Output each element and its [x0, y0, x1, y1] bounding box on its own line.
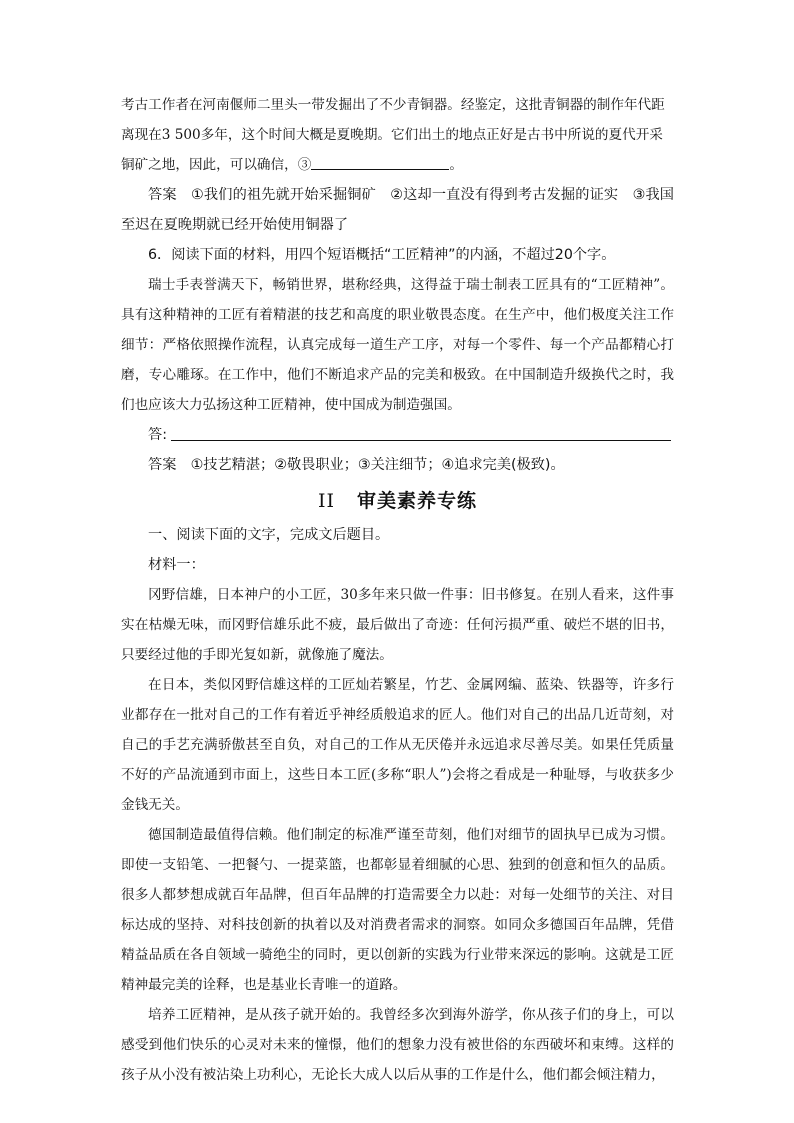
q6-answer-prompt-label: 答: [148, 427, 167, 443]
q5-passage-line-1: 考古工作者在河南偃师二里头一带发掘出了不少青铜器。经鉴定，这批青铜器的制作年代距 [121, 97, 665, 113]
section-2-title: 审美素养专练 [357, 490, 478, 512]
q6-question: 6．阅读下面的材料，用四个短语概括“工匠精神”的内涵，不超过20个字。 [148, 247, 616, 263]
q5-passage-line-3-text: 铜矿之地，因此，可以确信，③ [121, 157, 312, 173]
q6-passage: 瑞士手表誉满天下，畅销世界，堪称经典，这得益于瑞士制表工匠具有的“工匠精神”。具有这种精神的工匠有着精湛的技艺和高度的职业敬畏态度。在生产中，他们极度关注工作细节：严格依照操作流程，认真完成每一道生产工序，对每一个零件、每一个产品都精心打磨，专心雕琢。在工作中，他们不断追求产品的完美和极致。在中国制造升级换代之时，我们也应该大力弘扬这种工匠精神，使中国成为制造强国。 [121, 277, 674, 413]
material-1-paragraph-1: 冈野信雄，日本神户的小工匠，30多年来只做一件事：旧书修复。在别人看来，这件事实在枯燥无味，而冈野信雄乐此不疲，最后做出了奇迹：任何污损严重、破烂不堪的旧书，只要经过他的手即光复如新，就像施了魔法。 [121, 587, 674, 663]
page-content [121, 90, 674, 1090]
q5-passage-line-3 [121, 150, 674, 180]
q5-answer-label: 答案 [148, 187, 177, 203]
q6-answer-text: ①技艺精湛；②敬畏职业；③关注细节；④追求完美(极致)。 [190, 457, 565, 473]
material-1-paragraph-4: 培养工匠精神，是从孩子就开始的。我曾经多次到海外游学，你从孩子们的身上，可以感受到他们快乐的心灵对未来的憧憬，他们的想象力没有被世俗的东西破坏和束缚。这样的孩子从小没有被沾染上功利心，无论长大成人以后从事的工作是什么，他们都会倾注精力， [121, 1007, 674, 1083]
q6-answer-label: 答案 [148, 457, 177, 473]
q6-answer [121, 450, 674, 480]
material-1-label: 材料一： [148, 557, 205, 573]
section-2-instruction: 一、阅读下面的文字，完成文后题目。 [148, 527, 390, 543]
q5-passage-line-3-end: 。 [449, 157, 463, 173]
section-2-heading [121, 484, 674, 518]
q6-answer-prompt [121, 420, 674, 450]
material-1-paragraph-3: 德国制造最值得信赖。他们制定的标准严谨至苛刻，他们对细节的固执早已成为习惯。即使一支铅笔、一把餐勺、一提菜篮，也都彰显着细腻的心思、独到的创意和恒久的品质。很多人都梦想成就百年品牌，但百年品牌的打造需要全力以赴：对每一处细节的关注、对目标达成的坚持、对科技创新的执着以及对消费者需求的洞察。如同众多德国百年品牌，凭借精益品质在各自领域一骑绝尘的同时，更以创新的实践为行业带来深远的影响。这就是工匠精神最完美的诠释，也是基业长青唯一的道路。 [121, 827, 674, 993]
q5-fill-blank[interactable] [311, 155, 449, 170]
material-1-paragraph-2: 在日本，类似冈野信雄这样的工匠灿若繁星，竹艺、金属网编、蓝染、铁器等，许多行业都存在一批对自己的工作有着近乎神经质般追求的匠人。他们对自己的出品几近苛刻，对自己的手艺充满骄傲甚至自负，对自己的工作从无厌倦并永远追求尽善尽美。如果任凭质量不好的产品流通到市面上，这些日本工匠(多称“职人”)会将之看成是一种耻辱，与收获多少金钱无关。 [121, 677, 674, 813]
section-2-numeral: II [317, 490, 335, 512]
q5-answer [121, 180, 674, 240]
q5-passage-line-2: 离现在3 500多年，这个时间大概是夏晚期。它们出土的地点正好是古书中所说的夏代开采 [121, 127, 663, 143]
q5-answer-text: ①我们的祖先就开始采掘铜矿 ②这却一直没有得到考古发掘的证实 ③我国至迟在夏晚期就已经开始使用铜器了 [121, 187, 674, 233]
q6-answer-line[interactable] [171, 424, 671, 441]
